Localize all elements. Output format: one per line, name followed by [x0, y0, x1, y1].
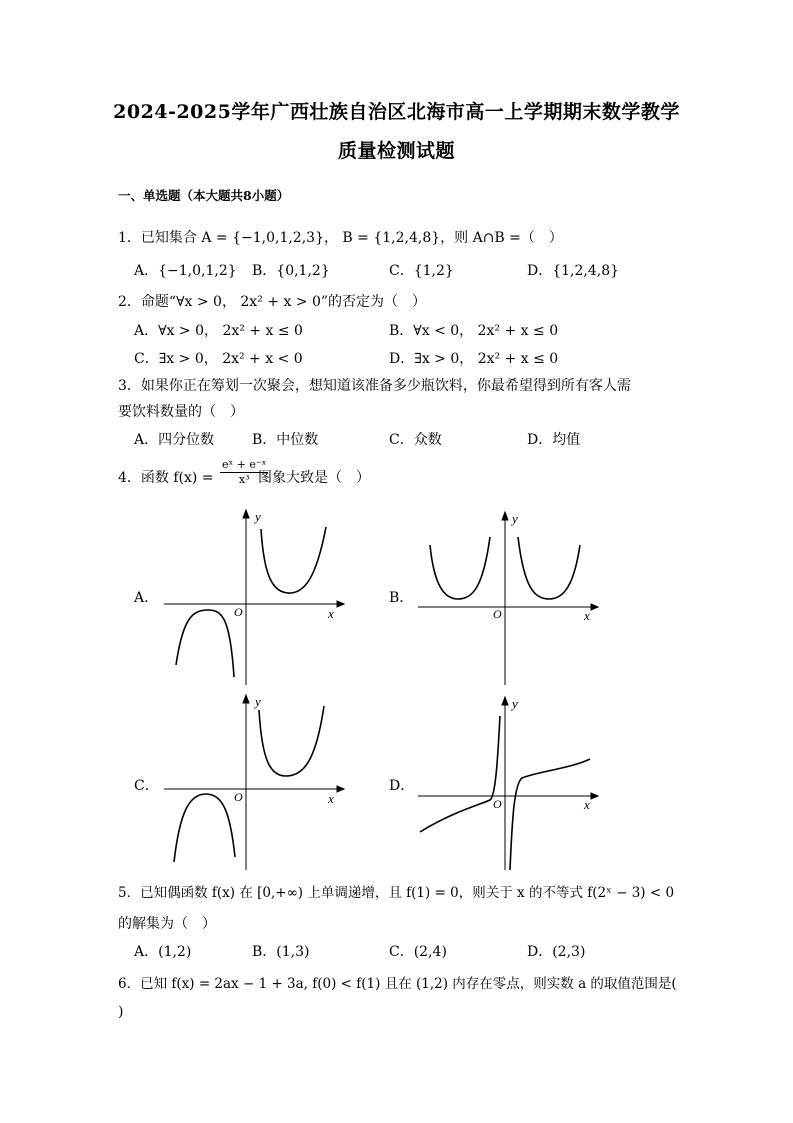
q4-option-b: B．: [389, 590, 414, 606]
q4-prefix: 4．函数 f(x) =: [118, 470, 214, 486]
q3-stem-line2: 要饮料数量的（ ）: [118, 404, 244, 420]
q1-stem: 1．已知集合 A = {−1,0,1,2,3}， B = {1,2,4,8}，则 A∩B =（ ）: [118, 230, 563, 246]
graph-d-origin: O: [493, 797, 502, 811]
q4-option-a: A．: [134, 590, 159, 606]
graph-d-y-label: y: [512, 696, 518, 711]
q3-stem-line1: 3．如果你正在筹划一次聚会，想知道该准备多少瓶饮料，你最希望得到所有客人需: [118, 378, 631, 394]
q3-option-a: A．四分位数: [134, 432, 215, 448]
graph-b-x-label: x: [584, 608, 590, 623]
q4-suffix: 图象大致是（ ）: [258, 470, 370, 486]
q5-option-b: B．(1,3): [252, 944, 310, 960]
q2-stem: 2．命题“∀x > 0， 2x² + x > 0”的否定为（ ）: [118, 294, 427, 310]
graph-c-y-label: y: [255, 694, 261, 709]
q4-option-c: C．: [134, 778, 159, 794]
q2-option-a: A．∀x > 0， 2x² + x ≤ 0: [134, 323, 303, 339]
paper-title-line1: 2024-2025学年广西壮族自治区北海市高一上学期期末数学教学: [113, 101, 680, 123]
graph-a-x-label: x: [328, 606, 334, 621]
section-heading: 一、单选题（本大题共8小题）: [118, 188, 290, 203]
graph-c-x-label: x: [328, 791, 334, 806]
q4-option-d: D．: [389, 778, 415, 794]
graph-a-y-label: y: [255, 509, 261, 524]
q3-option-d: D．均值: [527, 432, 581, 448]
q5-stem-line1: 5．已知偶函数 f(x) 在 [0,+∞) 上单调递增，且 f(1) = 0，则关于 x 的不等式 f(2ˣ − 3) < 0: [118, 885, 675, 901]
paper-title-line2: 质量检测试题: [337, 140, 455, 162]
graph-a-origin: O: [234, 605, 243, 619]
q6-stem-line2: ): [118, 1004, 124, 1020]
graph-b: [412, 507, 642, 687]
q1-option-a: A．{−1,0,1,2}: [134, 263, 237, 279]
q5-option-c: C．(2,4): [389, 944, 447, 960]
graph-d-x-label: x: [584, 797, 590, 812]
q3-option-c: C．众数: [389, 432, 442, 448]
q4-denominator: x³: [238, 473, 250, 486]
q4-numerator: eˣ + e⁻ˣ: [222, 458, 267, 471]
q2-option-b: B．∀x < 0， 2x² + x ≤ 0: [389, 323, 559, 339]
q2-option-c: C．∃x > 0， 2x² + x < 0: [134, 351, 303, 367]
q5-option-a: A．(1,2): [134, 944, 192, 960]
q1-option-c: C．{1,2}: [389, 263, 454, 279]
q5-stem-line2: 的解集为（ ）: [118, 916, 216, 932]
q1-option-d: D．{1,2,4,8}: [527, 263, 620, 279]
graph-d: [412, 692, 642, 872]
q5-option-d: D．(2,3): [527, 944, 586, 960]
q2-option-d: D．∃x > 0， 2x² + x ≤ 0: [389, 351, 559, 367]
q6-stem-line1: 6．已知 f(x) = 2ax − 1 + 3a, f(0) < f(1) 且在 (1,2) 内存在零点，则实数 a 的取值范围是(: [118, 976, 677, 992]
q1-option-b: B．{0,1,2}: [252, 263, 330, 279]
graph-b-y-label: y: [512, 511, 518, 526]
graph-a: [158, 507, 388, 687]
graph-c-origin: O: [234, 790, 243, 804]
graph-c: [158, 692, 388, 872]
q3-option-b: B．中位数: [252, 432, 319, 448]
graph-b-origin: O: [493, 607, 502, 621]
